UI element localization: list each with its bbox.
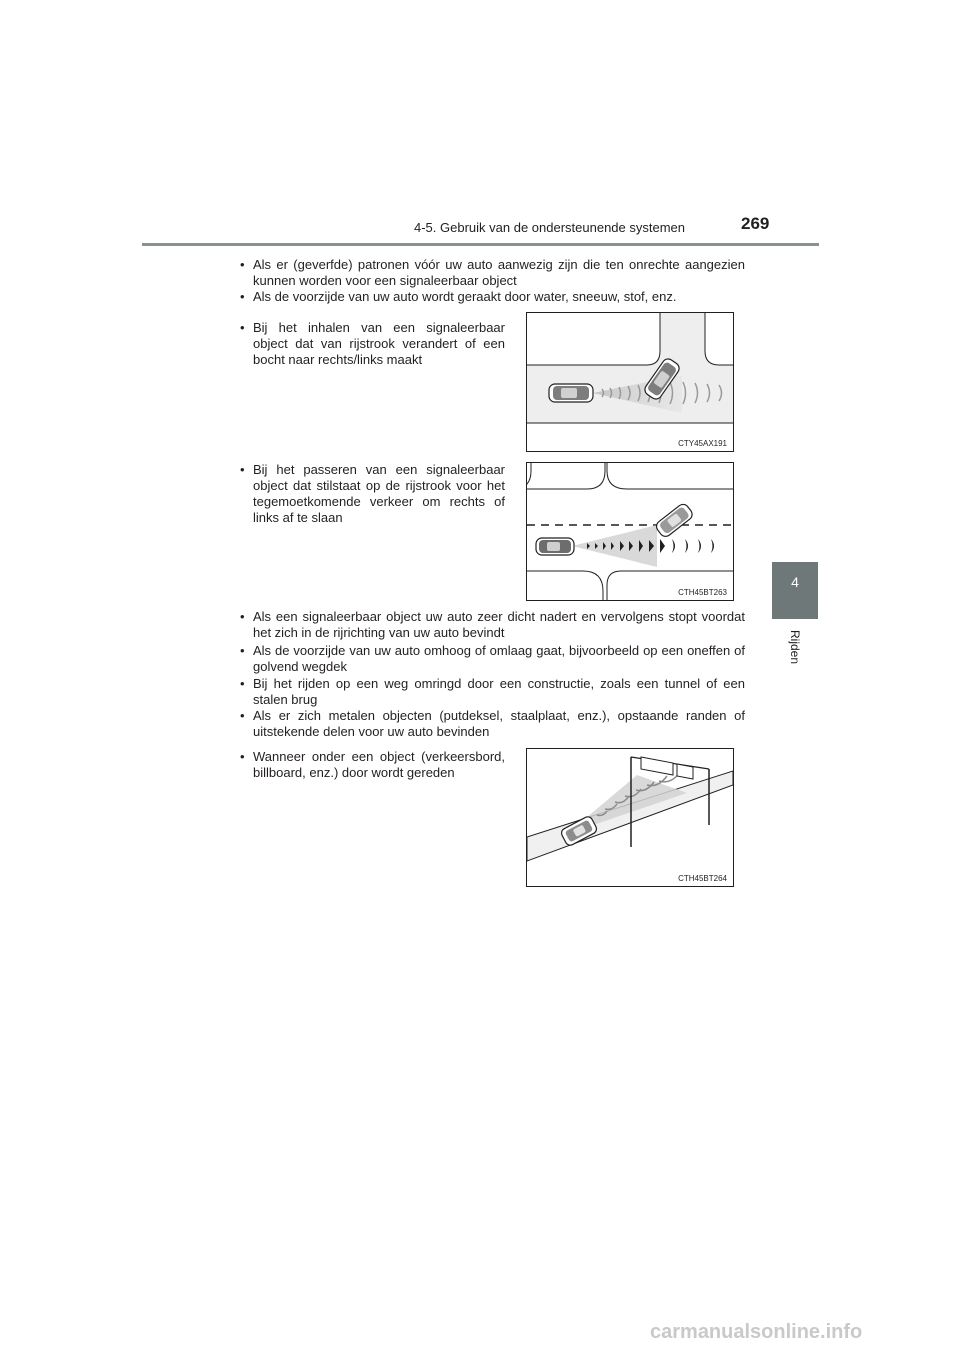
list-item: • Bij het inhalen van een signaleerbaar object dat van rijstrook verandert of een bocht naar rechts/links maakt <box>240 320 505 367</box>
illustration-overtaking <box>526 312 734 452</box>
chapter-label: Rijden <box>788 630 802 665</box>
list-item: • Als er (geverfde) patronen vóór uw auto aanwezig zijn die ten onrechte aangezien kunnen worden voor een signaleerbaar object <box>240 257 745 288</box>
figure-code: CTH45BT263 <box>678 588 727 597</box>
header-divider <box>142 243 819 246</box>
section-title: 4-5. Gebruik van de ondersteunende systemen <box>414 220 686 235</box>
page-number: 269 <box>741 214 770 233</box>
figure-code: CTH45BT264 <box>678 874 727 883</box>
watermark: carmanualsonline.info <box>650 1321 863 1343</box>
list-item: • Als een signaleerbaar object uw auto zeer dicht nadert en vervolgens stopt voordat het zich in de rijrichting van uw auto bevindt <box>240 609 745 640</box>
list-item: • Bij het passeren van een signaleerbaar object dat stilstaat op de rijstrook voor het tegemoetkomende verkeer om rechts of links af te slaan <box>240 462 505 525</box>
list-item: • Wanneer onder een object (verkeersbord, billboard, enz.) door wordt gereden <box>240 749 505 780</box>
illustration-passing-stopped-vehicle <box>526 462 734 601</box>
list-item: • Als er zich metalen objecten (putdeksel, staalplaat, enz.), opstaande randen of uitstekende delen voor uw auto bevinden <box>240 708 745 739</box>
figure-code: CTY45AX191 <box>678 439 727 448</box>
chapter-number: 4 <box>791 574 799 590</box>
chapter-tab <box>772 562 818 619</box>
list-item: • Als de voorzijde van uw auto wordt geraakt door water, sneeuw, stof, enz. <box>240 289 677 304</box>
illustration-under-sign <box>526 748 734 887</box>
list-item: • Als de voorzijde van uw auto omhoog of omlaag gaat, bijvoorbeeld op een oneffen of golvend wegdek <box>240 643 745 674</box>
list-item: • Bij het rijden op een weg omringd door een constructie, zoals een tunnel of een stalen brug <box>240 676 745 707</box>
